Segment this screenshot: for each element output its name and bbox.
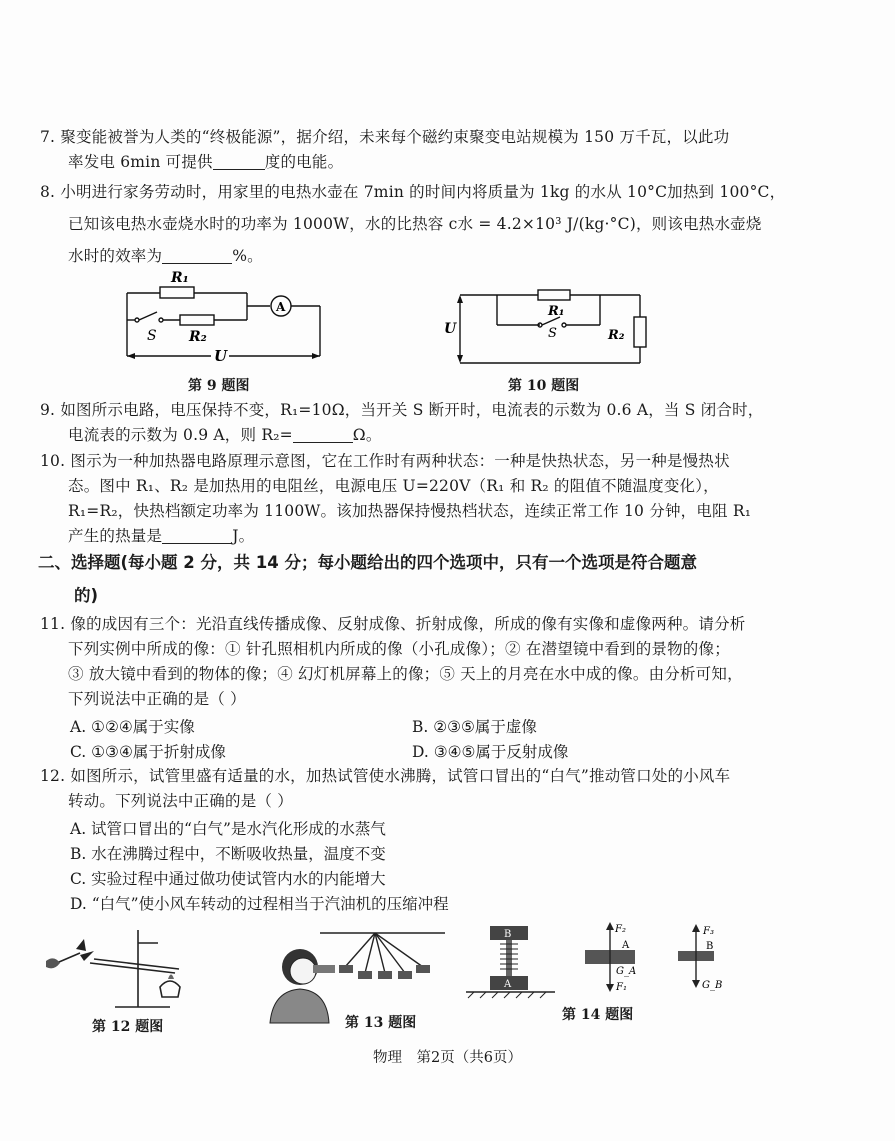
q12-option-b[interactable]: B. 水在沸腾过程中，不断吸收热量，温度不变 — [70, 845, 386, 863]
body-b-label: B — [706, 941, 714, 952]
question-9 — [40, 398, 860, 448]
label-u: U — [444, 321, 457, 337]
q10-line2: 态。图中 R₁、R₂ 是加热用的电阻丝，电源电压 U=220V（R₁ 和 R₂ 的阻值不随温度变化）， — [68, 477, 719, 495]
force-f3-label: F₃ — [703, 926, 714, 937]
q11-line2: 下列实例中所成的像：① 针孔照相机内所成的像（小孔成像）；② 在潜望镜中看到的景物的像； — [68, 640, 730, 658]
figure-13-caption: 第 13 题图 — [345, 1015, 417, 1031]
q10-line3: R₁=R₂，快热档额定功率为 1100W。该加热器保持慢热档状态，连续正常工作 10 分钟，电阻 R₁ — [68, 502, 752, 520]
figure-10-circuit — [440, 285, 665, 370]
q8-line3: 水时的效率为 %。 — [68, 247, 263, 265]
label-s: S — [548, 326, 557, 341]
q8-line2: 已知该电热水壶烧水时的功率为 1000W，水的比热容 c水 = 4.2×10³ J/(kg·°C)，则该电热水壶烧 — [68, 215, 762, 233]
magnet-b-label: B — [504, 929, 512, 940]
section-2-heading — [38, 546, 868, 612]
q7-line1: 7. 聚变能被誉为人类的“终极能源”，据介绍，未来每个磁约束聚变电站规模为 150 万千瓦，以此功 — [40, 128, 730, 146]
magnet-a-label: A — [504, 979, 512, 990]
question-11 — [40, 612, 860, 712]
answer-blank[interactable] — [293, 426, 353, 443]
q9-line1: 9. 如图所示电路，电压保持不变，R₁=10Ω，当开关 S 断开时，电流表的示数为 0.6 A，当 S 闭合时， — [40, 401, 764, 419]
q12-line2: 转动。下列说法中正确的是（ ） — [68, 792, 293, 810]
q10-line1: 10. 图示为一种加热器电路原理示意图，它在工作时有两种状态：一种是快热状态，另一种是慢热状 — [40, 452, 730, 470]
figure-14-illustration — [460, 918, 730, 1003]
q11-line4: 下列说法中正确的是（ ） — [68, 690, 246, 708]
q12-option-c[interactable]: C. 实验过程中通过做功使试管内水的内能增大 — [70, 870, 386, 888]
question-10 — [40, 449, 860, 549]
body-a-label: A — [622, 940, 630, 951]
section-2-line1: 二、选择题(每小题 2 分，共 14 分；每小题给出的四个选项中，只有一个选项是符合题意 — [38, 553, 697, 572]
question-8 — [40, 176, 860, 272]
answer-blank[interactable] — [162, 247, 232, 264]
q11-option-b[interactable]: B. ②③⑤属于虚像 — [412, 718, 537, 736]
question-12 — [40, 764, 860, 814]
label-r1: R₁ — [548, 304, 565, 319]
answer-blank[interactable] — [213, 153, 265, 170]
ammeter-label: A — [276, 300, 286, 314]
label-s: S — [147, 328, 157, 344]
q12-option-d[interactable]: D. “白气”使小风车转动的过程相当于汽油机的压缩冲程 — [70, 895, 449, 913]
force-ga-label: G_A — [616, 966, 637, 977]
q8-line1: 8. 小明进行家务劳动时，用家里的电热水壶在 7min 的时间内将质量为 1kg 的水从 10°C加热到 100°C， — [40, 183, 786, 201]
q7-line2: 率发电 6min 可提供 度的电能。 — [68, 153, 344, 171]
label-r1: R₁ — [171, 270, 189, 286]
figure-14-caption: 第 14 题图 — [562, 1007, 634, 1023]
q9-line2: 电流表的示数为 0.9 A，则 R₂= Ω。 — [68, 426, 382, 444]
q11-option-a[interactable]: A. ①②④属于实像 — [70, 718, 195, 736]
label-r2: R₂ — [608, 328, 625, 343]
figure-12-caption: 第 12 题图 — [92, 1019, 164, 1035]
q11-line1: 11. 像的成因有三个：光沿直线传播成像、反射成像、折射成像，所成的像有实像和虚像两种。请分析 — [40, 615, 746, 633]
q11-option-d[interactable]: D. ③④⑤属于反射成像 — [412, 743, 569, 761]
q12-option-a[interactable]: A. 试管口冒出的“白气”是水汽化形成的水蒸气 — [70, 820, 386, 838]
section-2-line2: 的) — [74, 586, 99, 605]
answer-blank[interactable] — [162, 527, 232, 544]
q10-line4: 产生的热量是 J。 — [68, 527, 255, 545]
figure-9-circuit — [115, 268, 340, 368]
force-f1-label: F₁ — [616, 982, 627, 993]
q12-line1: 12. 如图所示，试管里盛有适量的水，加热试管使水沸腾，试管口冒出的“白气”推动管口处的小风车 — [40, 767, 731, 785]
label-r2: R₂ — [189, 329, 207, 345]
figure-9-caption: 第 9 题图 — [188, 378, 250, 394]
q11-line3: ③ 放大镜中看到的物体的像；④ 幻灯机屏幕上的像；⑤ 天上的月亮在水中成的像。由分析可知， — [68, 665, 743, 683]
label-u: U — [214, 347, 228, 365]
page-footer: 物理 第2页（共6页） — [373, 1050, 522, 1066]
figure-12-illustration — [40, 925, 200, 1015]
figure-13-illustration — [265, 925, 455, 1025]
force-f2-label: F₂ — [615, 924, 626, 935]
figure-10-caption: 第 10 题图 — [508, 378, 580, 394]
force-gb-label: G_B — [702, 980, 723, 991]
q11-option-c[interactable]: C. ①③④属于折射成像 — [70, 743, 226, 761]
question-7 — [40, 125, 860, 175]
